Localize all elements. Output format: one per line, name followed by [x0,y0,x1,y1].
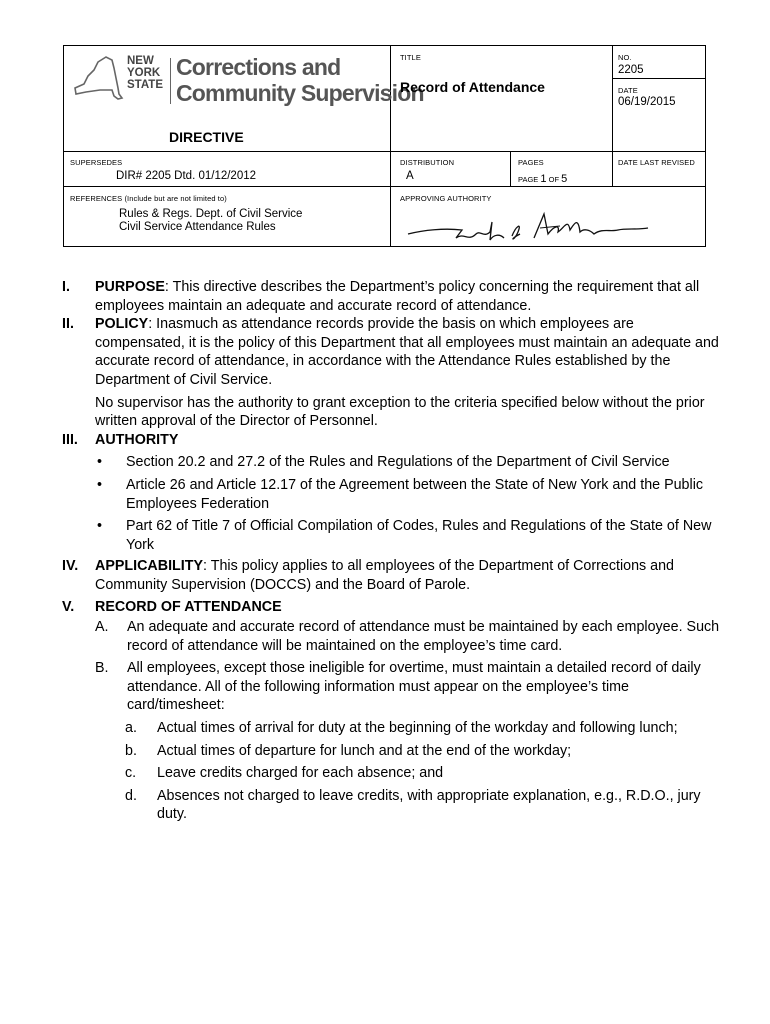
item-text: Actual times of arrival for duty at the beginning of the workday and following lunch; [157,720,678,737]
sub-item [62,719,722,738]
section-text: : This directive describes the Department’s policy concerning the requirement that all employees maintain an adequate and accurate record of attendance. [95,279,700,314]
section-text: : Inasmuch as attendance records provide the basis on which employees are compensated, it is the policy of this Department that all employees must maintain an adequate and accurate record of attendance, in accordance with the Attendance Rules established by the Department of Civil Service. [95,316,719,388]
supersedes-label: SUPERSEDES [70,158,123,167]
references-label: REFERENCES (Include but are not limited to) [70,194,227,203]
pages-label: PAGES [518,158,544,167]
signature-image [404,208,654,248]
item-text: Leave credits charged for each absence; and [157,765,444,782]
sub-item [62,742,722,761]
section-record-of-attendance [62,598,722,825]
section-heading: APPLICABILITY [95,558,204,575]
approving-authority-label: APPROVING AUTHORITY [400,194,492,203]
date-last-revised-label: DATE LAST REVISED [618,158,695,167]
item-text: All employees, except those ineligible for overtime, must maintain a detailed record of daily attendance. All of the following information must appear on the employee’s time card/timesheet: [127,660,701,714]
reference-item: Civil Service Attendance Rules [119,221,276,233]
logo-state-line: NEW [127,55,154,67]
section-number: II. [62,316,74,333]
item-label: A. [95,619,109,636]
section-purpose [62,278,722,315]
document-title: Record of Attendance [400,79,545,95]
item-label: a. [125,720,137,737]
new-york-state-map-icon [72,54,124,104]
section-text: : This policy applies to all employees of the Department of Corrections and Community Supervision (DOCCS) and the Board of Parole. [95,558,675,593]
reference-item: Rules & Regs. Dept. of Civil Service [119,208,303,220]
list-item-text: Section 20.2 and 27.2 of the Rules and Regulations of the Department of Civil Service [126,454,670,471]
item-label: B. [95,660,109,677]
item-label: d. [125,787,137,804]
sub-item [62,787,722,824]
logo-state-line: YORK [127,67,161,79]
item-text: Actual times of departure for lunch and at the end of the workday; [157,742,572,759]
directive-date: 06/19/2015 [618,96,676,108]
page-count [518,173,567,185]
list-item: • Section 20.2 and 27.2 of the Rules and Regulations of the Department of Civil Service [97,454,670,471]
agency-name-line1: Corrections and [176,54,341,80]
page-current: 1 [540,173,547,185]
section-heading: AUTHORITY [95,431,179,448]
directive-number: 2205 [618,64,644,76]
doc-type: DIRECTIVE [169,129,244,145]
list-item [95,659,722,715]
section-number: III. [62,431,78,448]
item-text: Absences not charged to leave credits, with appropriate explanation, e.g., R.D.O., jury duty. [157,787,701,823]
section-number: V. [62,598,75,615]
distribution-label: DISTRIBUTION [400,158,455,167]
list-item-text: Part 62 of Title 7 of Official Compilation of Codes, Rules and Regulations of the State of New York [126,518,712,553]
page-total: 5 [561,173,568,185]
page-prefix: PAGE [518,175,539,184]
list-item-text: Article 26 and Article 12.17 of the Agreement between the State of New York and the Public Employees Federation [126,476,704,512]
directive-header-box [63,45,706,247]
list-item: • Part 62 of Title 7 of Official Compilation of Codes, Rules and Regulations of the State of New York [97,518,712,553]
section-applicability [62,557,722,594]
date-label: DATE [618,86,638,95]
list-item [95,618,722,655]
section-policy [62,315,722,431]
distribution-value: A [406,170,414,182]
agency-name-line2: Community Supervision [176,80,424,106]
list-item: • Article 26 and Article 12.17 of the Agreement between the State of New York and the Public Employees Federation [97,476,704,512]
section-number: IV. [62,558,79,575]
item-text: An adequate and accurate record of attendance must be maintained by each employee. Such record of attendance will be maintained on the employee’s time card. [127,619,720,654]
section-heading: POLICY [95,316,149,333]
item-label: b. [125,742,137,759]
section-text: No supervisor has the authority to grant exception to the criteria specified below without the prior written approval of the Director of Personnel. [95,394,705,430]
logo-state-line: STATE [127,79,163,91]
sub-item [62,764,722,783]
item-label: c. [125,765,137,782]
section-heading: RECORD OF ATTENDANCE [95,598,282,615]
no-label: NO. [618,53,632,62]
page-of: OF [548,175,560,184]
supersedes-value: DIR# 2205 Dtd. 01/12/2012 [116,170,257,182]
title-label: TITLE [400,53,421,62]
section-number: I. [62,279,70,295]
section-heading: PURPOSE [95,279,165,295]
authority-list [62,453,722,554]
directive-body [62,278,722,824]
section-authority [62,431,722,555]
